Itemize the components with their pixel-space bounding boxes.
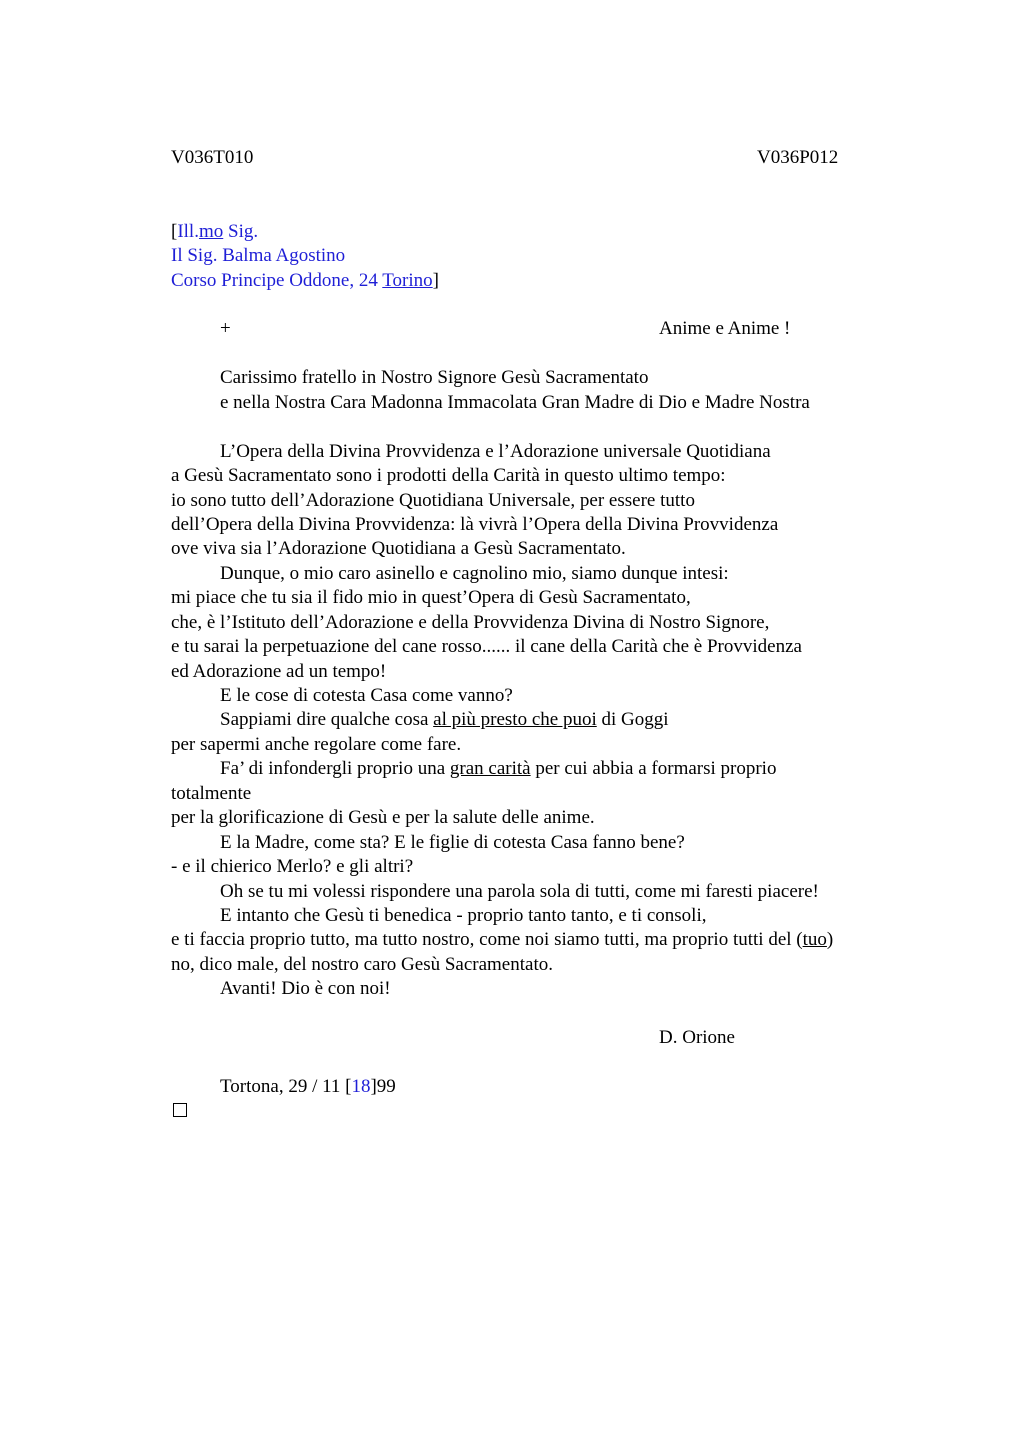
body-line: E intanto che Gesù ti benedica - proprio tanto tanto, e ti consoli, (220, 905, 707, 926)
body-line: E le cose di cotesta Casa come vanno? (220, 685, 513, 706)
body-line: no, dico male, del nostro caro Gesù Sacramentato. (171, 954, 553, 975)
address-city: Torino (382, 270, 433, 291)
address-open-bracket: [ (171, 221, 178, 242)
dateline-year: ]99 (370, 1076, 396, 1097)
body-line: per sapermi anche regolare come fare. (171, 734, 462, 755)
underlined-phrase: tuo (802, 929, 827, 950)
body-line: io sono tutto dell’Adorazione Quotidiana Universale, per essere tutto (171, 490, 695, 511)
body-text: Sappiami dire qualche cosa (220, 709, 434, 730)
body-line: per la glorificazione di Gesù e per la salute delle anime. (171, 807, 595, 828)
body-line: e tu sarai la perpetuazione del cane rosso...... il cane della Carità che è Provvidenza (171, 636, 802, 657)
end-of-text-box-icon (173, 1103, 187, 1117)
address-line-3 (171, 269, 439, 294)
address-street: Corso Principe Oddone, 24 (171, 270, 383, 291)
body-text: Fa’ di infondergli proprio una (220, 758, 450, 779)
body-line (171, 928, 833, 953)
body-line: ed Adorazione ad un tempo! (171, 661, 387, 682)
document-code-left: V036T010 (171, 147, 254, 168)
body-line: E la Madre, come sta? E le figlie di cotesta Casa fanno bene? (220, 832, 685, 853)
body-line (220, 708, 669, 733)
body-line: Dunque, o mio caro asinello e cagnolino mio, siamo dunque intesi: (220, 563, 729, 584)
body-line: dell’Opera della Divina Provvidenza: là vivrà l’Opera della Divina Provvidenza (171, 514, 779, 535)
motto: Anime e Anime ! (659, 318, 791, 339)
address-close-bracket: ] (432, 270, 439, 291)
body-line: totalmente (171, 783, 252, 804)
body-line: Oh se tu mi volessi rispondere una parola sola di tutti, come mi faresti piacere! (220, 881, 819, 902)
body-line: a Gesù Sacramentato sono i prodotti della Carità in questo ultimo tempo: (171, 465, 726, 486)
body-text: ) (826, 929, 834, 950)
address-title-sig: Sig. (223, 221, 259, 242)
underlined-phrase: al più presto che puoi (433, 709, 597, 730)
underlined-phrase: gran carità (449, 758, 531, 779)
dateline-place: Tortona, 29 / 11 [ (220, 1076, 352, 1097)
address-title-suffix: mo (198, 221, 224, 242)
body-line: ove viva sia l’Adorazione Quotidiana a Gesù Sacramentato. (171, 538, 626, 559)
body-text: di Goggi (596, 709, 669, 730)
signature: D. Orione (659, 1027, 735, 1048)
body-line: mi piace che tu sia il fido mio in quest’Opera di Gesù Sacramentato, (171, 587, 691, 608)
salutation-line-1: Carissimo fratello in Nostro Signore Gesù Sacramentato (220, 367, 649, 388)
body-text: per cui abbia a formarsi proprio (530, 758, 777, 779)
body-line: - e il chierico Merlo? e gli altri? (171, 856, 414, 877)
address-title: Ill. (177, 221, 199, 242)
salutation-line-2: e nella Nostra Cara Madonna Immacolata Gran Madre di Dio e Madre Nostra (220, 392, 810, 413)
address-line-2: Il Sig. Balma Agostino (171, 245, 346, 266)
body-line: L’Opera della Divina Provvidenza e l’Adorazione universale Quotidiana (220, 441, 771, 462)
dateline (220, 1075, 396, 1100)
body-line: che, è l’Istituto dell’Adorazione e della Provvidenza Divina di Nostro Signore, (171, 612, 770, 633)
dateline-century: 18 (351, 1076, 371, 1097)
body-line: Avanti! Dio è con noi! (220, 978, 391, 999)
address-line-1 (171, 220, 258, 245)
body-line (220, 757, 776, 782)
document-code-right: V036P012 (757, 147, 839, 168)
body-text: e ti faccia proprio tutto, ma tutto nostro, come noi siamo tutti, ma proprio tutti del ( (171, 929, 803, 950)
cross-mark: + (220, 318, 231, 339)
